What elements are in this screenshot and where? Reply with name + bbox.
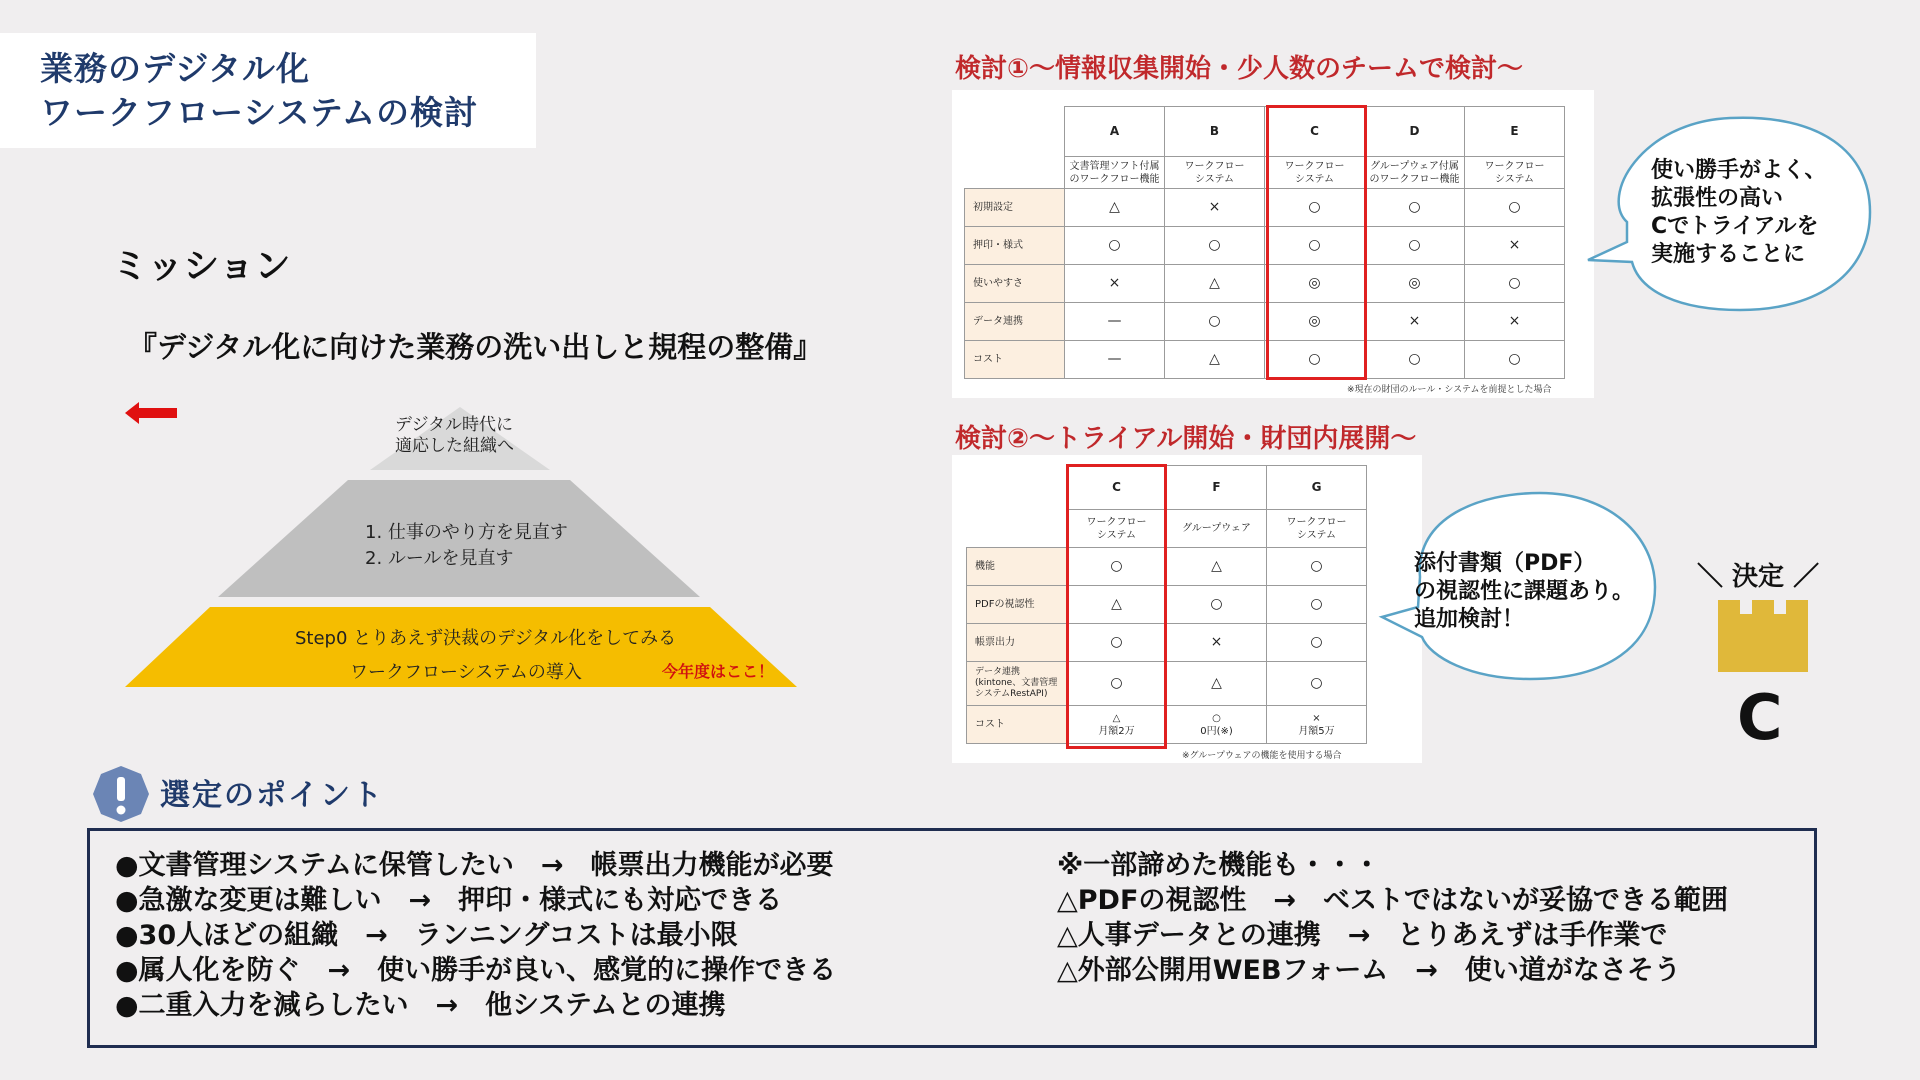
pyramid-top-line-1: デジタル時代に xyxy=(395,415,513,435)
table-cell: × xyxy=(1165,189,1265,227)
review1-table xyxy=(964,106,1565,379)
review1-col-letter: E xyxy=(1465,107,1565,157)
review2-row-label: 機能 xyxy=(967,548,1067,586)
review1-col-desc: グループウェア付属 xyxy=(1370,160,1459,172)
table-cell: ○ xyxy=(1265,189,1365,227)
point-item: ●急激な変更は難しい → 押印・様式にも対応できる xyxy=(115,885,783,916)
table-cell: ○ xyxy=(1165,227,1265,265)
pyramid-bottom-line-1: Step0 とりあえず決裁のデジタル化をしてみる xyxy=(295,628,677,649)
table-cell: ○ xyxy=(1365,341,1465,379)
table-cell: ○ xyxy=(1465,265,1565,303)
review2-row-label: データ連携 (kintone、文書管理 システムRestAPI) xyxy=(967,662,1067,706)
table-cell: × xyxy=(1365,303,1465,341)
table-cell: △ 月額2万 xyxy=(1067,706,1167,744)
compromise-item: △人事データとの連携 → とりあえずは手作業で xyxy=(1057,920,1668,951)
review2-col-desc: システム xyxy=(1097,529,1136,541)
review1-col-desc: ワークフロー xyxy=(1484,160,1545,172)
table-row xyxy=(965,227,1565,265)
points-heading: 選定のポイント xyxy=(160,778,384,813)
table-cell xyxy=(1167,510,1267,548)
review2-row-label: コスト xyxy=(967,706,1067,744)
review1-table-panel xyxy=(952,90,1594,398)
table-cell: ◎ xyxy=(1265,303,1365,341)
table-cell xyxy=(1365,157,1465,189)
review1-col-desc: システム xyxy=(1495,173,1534,185)
review2-row-label: 帳票出力 xyxy=(967,624,1067,662)
review2-table-panel xyxy=(952,455,1422,763)
review1-col-desc: ワークフロー xyxy=(1184,160,1245,172)
table-cell: ○ xyxy=(1267,662,1367,706)
pyramid-note: 今年度はここ！ xyxy=(662,662,775,681)
table-cell xyxy=(1265,157,1365,189)
table-cell: ○ xyxy=(1365,189,1465,227)
table-row xyxy=(965,303,1565,341)
review2-heading: 検討②～トライアル開始・財団内展開～ xyxy=(955,424,1417,454)
review2-col-letter: C xyxy=(1067,466,1167,510)
table-cell: ○ xyxy=(1067,624,1167,662)
review1-col-desc: のワークフロー機能 xyxy=(1069,173,1160,185)
review1-col-desc: 文書管理ソフト付属 xyxy=(1069,160,1160,172)
title-line-1: 業務のデジタル化 xyxy=(40,49,311,88)
mission-statement: 『デジタル化に向けた業務の洗い出しと規程の整備』 xyxy=(128,330,823,364)
table-cell: × xyxy=(1167,624,1267,662)
point-item: ●二重入力を減らしたい → 他システムとの連携 xyxy=(115,990,726,1021)
review1-col-desc: ワークフロー xyxy=(1284,160,1345,172)
decision-label: ＼ 決定 ／ xyxy=(1697,562,1820,592)
table-cell xyxy=(1267,510,1367,548)
table-cell: — xyxy=(1065,303,1165,341)
table-cell: × xyxy=(1065,265,1165,303)
table-row xyxy=(965,265,1565,303)
review2-table xyxy=(966,465,1367,744)
table-cell: △ xyxy=(1165,265,1265,303)
table-cell: △ xyxy=(1067,586,1167,624)
table-cell: ○ xyxy=(1267,624,1367,662)
table-cell: ○ xyxy=(1067,548,1167,586)
review2-col-desc: ワークフロー xyxy=(1086,516,1147,528)
table-cell xyxy=(1067,510,1167,548)
table-cell: × xyxy=(1465,303,1565,341)
decision-value: C xyxy=(1737,681,1783,754)
table-cell: ○ 0円(※) xyxy=(1167,706,1267,744)
review1-heading: 検討①～情報収集開始・少人数のチームで検討～ xyxy=(955,54,1524,84)
bubble1-text: 使い勝手がよく、 拡張性の高い Cでトライアルを 実施することに xyxy=(1651,158,1827,267)
review1-col-letter: A xyxy=(1065,107,1165,157)
table-cell xyxy=(965,157,1065,189)
left-arrow-icon xyxy=(125,402,177,424)
review2-row-label: PDFの視認性 xyxy=(967,586,1067,624)
point-item: ●文書管理システムに保管したい → 帳票出力機能が必要 xyxy=(115,850,834,881)
table-cell: ○ xyxy=(1465,341,1565,379)
table-row xyxy=(967,662,1367,706)
review2-col-letter: F xyxy=(1167,466,1267,510)
compromise-item: △外部公開用WEBフォーム → 使い道がなさそう xyxy=(1057,955,1681,986)
point-item: ●30人ほどの組織 → ランニングコストは最小限 xyxy=(115,920,738,951)
mission-heading: ミッション xyxy=(112,246,291,287)
exclamation-badge-icon xyxy=(92,765,150,823)
table-cell: ○ xyxy=(1167,586,1267,624)
review2-col-desc: システム xyxy=(1297,529,1336,541)
table-cell xyxy=(1065,157,1165,189)
table-row xyxy=(967,624,1367,662)
table-row xyxy=(965,189,1565,227)
review2-note: ※グループウェアの機能を使用する場合 xyxy=(1182,751,1342,761)
table-cell xyxy=(1165,157,1265,189)
table-cell: ○ xyxy=(1067,662,1167,706)
point-item: ●属人化を防ぐ → 使い勝手が良い、感覚的に操作できる xyxy=(115,955,837,986)
compromise-item: ※一部諦めた機能も・・・ xyxy=(1057,850,1381,881)
table-cell: ◎ xyxy=(1265,265,1365,303)
pyramid-mid-line-1: 1. 仕事のやり方を見直す xyxy=(365,522,568,543)
table-cell: ○ xyxy=(1267,548,1367,586)
compromise-item: △PDFの視認性 → ベストではないが妥協できる範囲 xyxy=(1057,885,1729,916)
table-cell: ○ xyxy=(1365,227,1465,265)
review1-col-desc: システム xyxy=(1295,173,1334,185)
review2-col-desc: グループウェア xyxy=(1182,523,1251,534)
table-row xyxy=(967,548,1367,586)
table-cell xyxy=(1465,157,1565,189)
points-box xyxy=(87,828,1817,1048)
table-cell: ○ xyxy=(1065,227,1165,265)
table-cell: — xyxy=(1065,341,1165,379)
pyramid-mid-line-2: 2. ルールを見直す xyxy=(365,548,514,569)
review1-col-desc: のワークフロー機能 xyxy=(1369,173,1460,185)
bubble2-text: 添付書類（PDF） の視認性に課題あり。 追加検討！ xyxy=(1414,551,1635,632)
table-row xyxy=(965,341,1565,379)
pyramid-bottom-line-2: ワークフローシステムの導入 xyxy=(350,662,582,683)
table-cell: ○ xyxy=(1165,303,1265,341)
review2-col-desc: ワークフロー xyxy=(1286,516,1347,528)
review1-note: ※現在の財団のルール・システムを前提とした場合 xyxy=(1347,385,1552,395)
review1-row-label: 使いやすさ xyxy=(965,265,1065,303)
table-cell xyxy=(967,466,1067,510)
table-cell: △ xyxy=(1165,341,1265,379)
pyramid-diagram xyxy=(125,402,800,692)
table-cell: ○ xyxy=(1465,189,1565,227)
table-cell: ○ xyxy=(1265,227,1365,265)
review1-row-label: 押印・様式 xyxy=(965,227,1065,265)
crown-icon xyxy=(1718,600,1808,672)
review1-col-letter: C xyxy=(1265,107,1365,157)
table-cell: × xyxy=(1465,227,1565,265)
table-row xyxy=(967,586,1367,624)
table-cell: × 月額5万 xyxy=(1267,706,1367,744)
review1-row-label: コスト xyxy=(965,341,1065,379)
table-cell: △ xyxy=(1167,662,1267,706)
review1-row-label: 初期設定 xyxy=(965,189,1065,227)
review1-col-letter: D xyxy=(1365,107,1465,157)
review1-col-letter: B xyxy=(1165,107,1265,157)
table-cell xyxy=(967,510,1067,548)
table-cell: △ xyxy=(1167,548,1267,586)
title-box xyxy=(0,33,536,148)
review1-row-label: データ連携 xyxy=(965,303,1065,341)
table-cell xyxy=(965,107,1065,157)
pyramid-top-line-2: 適応した組織へ xyxy=(395,436,514,456)
review1-col-desc: システム xyxy=(1195,173,1234,185)
table-cell: ○ xyxy=(1265,341,1365,379)
table-cell: ◎ xyxy=(1365,265,1465,303)
table-row xyxy=(967,706,1367,744)
table-cell: △ xyxy=(1065,189,1165,227)
table-cell: ○ xyxy=(1267,586,1367,624)
review2-col-letter: G xyxy=(1267,466,1367,510)
title-line-2: ワークフローシステムの検討 xyxy=(40,93,479,132)
